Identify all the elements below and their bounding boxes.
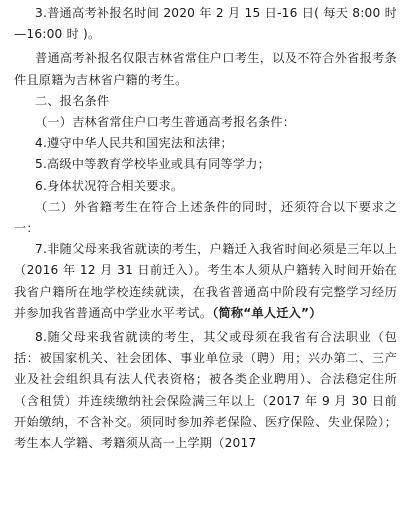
condition-item-4: 4.遵守中华人民共和国宪法和法律；: [35, 136, 233, 151]
paragraph-registration-time: 3.普通高考补报名时间 2020 年 2 月 15 日-16 日( 每天 8:00 时—16:00 时 )。: [14, 6, 397, 42]
paragraph-registration-scope: 普通高考补报名仅限吉林省常住户口考生，以及不符合外省报考条件且原籍为吉林省户籍的考生。: [14, 51, 397, 87]
section-heading-conditions: 二、报名条件: [35, 93, 110, 108]
subsection-nonlocal-candidates: （二）外省籍考生在符合上述条件的同时，还须符合以下要求之一：: [14, 199, 397, 236]
condition-item-5: 5.高级中等教育学校毕业或具有同等学力；: [35, 157, 271, 172]
subsection-local-candidates: （一）吉林省常住户口考生普通高考报名条件：: [35, 115, 296, 130]
condition-item-7: [14, 239, 397, 324]
condition-item-8: 8.随父母来我省就读的考生，其父或母须在我省有合法职业（包括：被国家机关、社会团体、事业单位录（聘）用；兴办第二、三产业及社会组织具有法人代表资格；被各类企业聘用）、合法稳定住所（含租赁）并连续缴纳社会保险满三年以上（2017 年 9 月 30 日前开始缴纳，不含补交。须同时参加养老保险、医疗保险、失业保险）；考生本人学籍、考籍须从高一上学期（2017: [14, 330, 397, 451]
condition-item-7-text: 7.非随父母来我省就读的考生，户籍迁入我省时间必须是三年以上（2016 年 12 月 31 日前迁入）。考生本人须从户籍转入时间开始在我省户籍所在地学校连续就读，在我省普通高中阶段有完整学习经历并参加我省普通高中学业水平考试。: [14, 242, 397, 320]
condition-item-6: 6.身体状况符合相关要求。: [35, 178, 184, 193]
condition-item-7-bold-note: （简称“单人迁入”）: [212, 305, 322, 320]
